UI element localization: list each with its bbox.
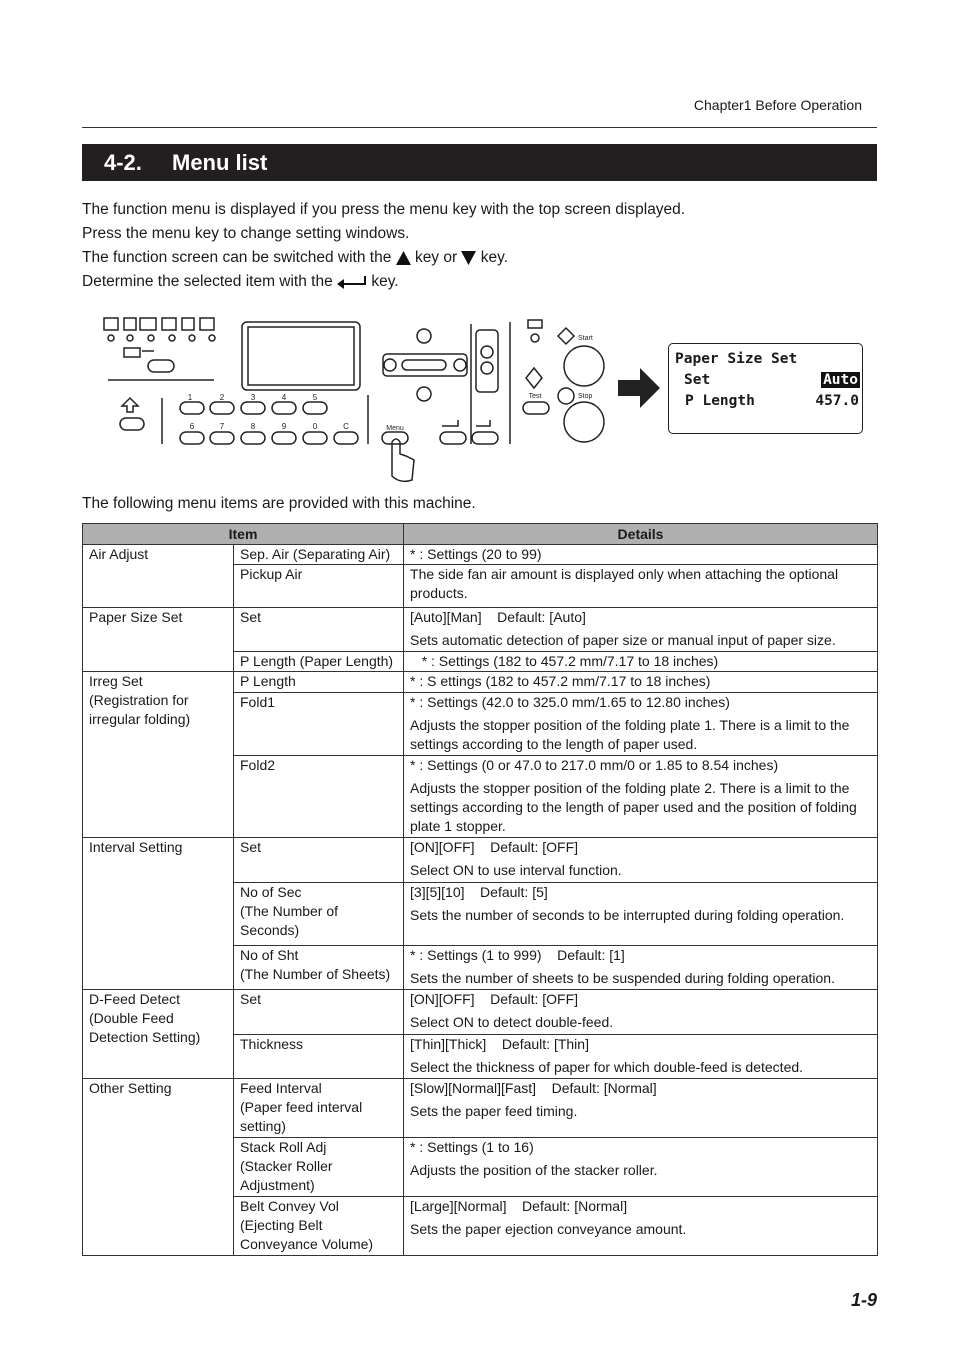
details-line-2: Sets the number of seconds to be interrupted during folding operation. bbox=[410, 907, 845, 923]
subitem-cell: Set bbox=[234, 990, 404, 1035]
details-cell bbox=[404, 1138, 878, 1197]
details-line-1: * : Settings (1 to 999) Default: [1] bbox=[410, 947, 625, 963]
details-line-1: [Slow][Normal][Fast] Default: [Normal] bbox=[410, 1080, 657, 1096]
details-line-2: Sets automatic detection of paper size or manual input of paper size. bbox=[410, 632, 836, 648]
details-cell bbox=[404, 883, 878, 946]
subitem-cell: P Length (Paper Length) bbox=[234, 652, 404, 672]
key-5-label: 5 bbox=[312, 393, 318, 402]
down-arrow-key-icon bbox=[461, 251, 476, 265]
details-line-2: Adjusts the position of the stacker roller. bbox=[410, 1162, 658, 1178]
details-line-1: The side fan air amount is displayed only when attaching the optional products. bbox=[410, 566, 842, 601]
start-key-label: Start bbox=[578, 335, 593, 342]
details-line-1: * : S ettings (182 to 457.2 mm/7.17 to 18 inches) bbox=[410, 673, 711, 689]
subitem-cell: Feed Interval (Paper feed interval setting) bbox=[234, 1079, 404, 1138]
item-cell: Irreg Set (Registration for irregular folding) bbox=[83, 672, 234, 838]
control-panel-illustration bbox=[100, 310, 620, 485]
stop-key bbox=[564, 402, 604, 442]
details-cell bbox=[404, 652, 878, 672]
start-key bbox=[564, 346, 604, 386]
details-cell bbox=[404, 990, 878, 1035]
key-9-label: 9 bbox=[281, 422, 287, 431]
lcd-line-2-value: Auto bbox=[823, 372, 858, 388]
table-header-item: Item bbox=[83, 524, 404, 545]
details-line-2: Sets the paper feed timing. bbox=[410, 1103, 578, 1119]
subitem-cell: Thickness bbox=[234, 1035, 404, 1079]
intro-line-1: The function menu is displayed if you press the menu key with the top screen displayed. bbox=[82, 201, 686, 218]
key-0-label: 0 bbox=[312, 422, 318, 431]
menu-list-table bbox=[82, 523, 878, 1256]
table-row bbox=[83, 672, 878, 693]
intro-line-3c: key. bbox=[480, 249, 509, 266]
item-cell: Paper Size Set bbox=[83, 608, 234, 672]
table-row bbox=[83, 838, 878, 883]
details-cell bbox=[404, 672, 878, 693]
key-2-label: 2 bbox=[219, 393, 225, 402]
details-line-2: Select ON to detect double-feed. bbox=[410, 1014, 614, 1030]
table-row bbox=[83, 1079, 878, 1138]
intro-line-3a: The function screen can be switched with the bbox=[82, 249, 392, 266]
details-line-1: * : Settings (0 or 47.0 to 217.0 mm/0 or 1.85 to 8.54 inches) bbox=[410, 757, 779, 773]
key-6-label: 6 bbox=[189, 422, 195, 431]
chapter-header: Chapter1 Before Operation bbox=[693, 97, 862, 113]
item-cell: Other Setting bbox=[83, 1079, 234, 1256]
subitem-cell: Set bbox=[234, 838, 404, 883]
lcd-line-1: Paper Size Set bbox=[675, 351, 798, 367]
details-line-1: [ON][OFF] Default: [OFF] bbox=[410, 839, 579, 855]
panel-display bbox=[242, 322, 360, 390]
lcd-line-2-label: Set bbox=[684, 372, 711, 388]
details-cell bbox=[404, 545, 878, 565]
table-row bbox=[83, 990, 878, 1035]
details-line-1: [3][5][10] Default: [5] bbox=[410, 884, 548, 900]
details-line-1: * : Settings (42.0 to 325.0 mm/1.65 to 12.80 inches) bbox=[410, 694, 730, 710]
details-cell bbox=[404, 946, 878, 990]
subitem-cell: Stack Roll Adj (Stacker Roller Adjustment) bbox=[234, 1138, 404, 1197]
details-line-1: [Thin][Thick] Default: [Thin] bbox=[410, 1036, 589, 1052]
lcd-line-3-label: P Length bbox=[685, 393, 755, 409]
stop-key-label: Stop bbox=[578, 393, 593, 400]
details-line-2: Adjusts the stopper position of the folding plate 2. There is a limit to the settings according to the length of paper used and the position of folding plate 1 stopper. bbox=[410, 780, 857, 834]
details-cell bbox=[404, 756, 878, 838]
details-cell bbox=[404, 1079, 878, 1138]
intro-line-2: Press the menu key to change setting windows. bbox=[82, 225, 410, 242]
key-1-label: 1 bbox=[187, 393, 193, 402]
header-rule bbox=[82, 127, 877, 128]
details-line-2: Select the thickness of paper for which double-feed is detected. bbox=[410, 1059, 804, 1075]
subitem-cell: Pickup Air bbox=[234, 565, 404, 608]
item-cell: Air Adjust bbox=[83, 545, 234, 608]
table-row bbox=[83, 608, 878, 652]
intro-text bbox=[82, 198, 685, 294]
details-cell bbox=[404, 1197, 878, 1256]
right-arrow-icon bbox=[618, 368, 662, 408]
intro-line-4b: key. bbox=[371, 273, 399, 290]
key-c-label: C bbox=[343, 422, 349, 431]
fold-type-icons bbox=[104, 318, 214, 330]
menu-key-label: Menu bbox=[386, 425, 404, 432]
intro-line-3b: key or bbox=[414, 249, 458, 266]
numeric-keypad bbox=[180, 402, 358, 444]
subitem-cell: No of Sec (The Number of Seconds) bbox=[234, 883, 404, 946]
pointing-hand-icon bbox=[392, 439, 414, 481]
subitem-cell: Fold2 bbox=[234, 756, 404, 838]
details-cell bbox=[404, 1035, 878, 1079]
intro-line-3 bbox=[82, 246, 685, 270]
subitem-cell: Belt Convey Vol (Ejecting Belt Conveyance Volume) bbox=[234, 1197, 404, 1256]
subitem-cell: Set bbox=[234, 608, 404, 652]
page-number: 1-9 bbox=[850, 1290, 877, 1310]
key-3-label: 3 bbox=[250, 393, 256, 402]
subitem-cell: No of Sht (The Number of Sheets) bbox=[234, 946, 404, 990]
intro-line-4a: Determine the selected item with the bbox=[82, 273, 333, 290]
details-cell bbox=[404, 565, 878, 608]
section-number: 4-2. bbox=[104, 150, 142, 175]
details-line-1: [Auto][Man] Default: [Auto] bbox=[410, 609, 586, 625]
lcd-screen bbox=[668, 343, 863, 434]
key-8-label: 8 bbox=[250, 422, 256, 431]
intro-line-4 bbox=[82, 270, 685, 294]
details-cell bbox=[404, 693, 878, 756]
up-arrow-key-icon bbox=[396, 251, 411, 265]
item-cell: Interval Setting bbox=[83, 838, 234, 990]
details-line-2: Sets the paper ejection conveyance amount. bbox=[410, 1221, 687, 1237]
fold-indicator-leds bbox=[108, 335, 215, 341]
subitem-cell: Sep. Air (Separating Air) bbox=[234, 545, 404, 565]
menu-key bbox=[382, 432, 408, 444]
details-line-1: * : Settings (182 to 457.2 mm/7.17 to 18 inches) bbox=[410, 653, 719, 669]
menu-items-intro: The following menu items are provided with this machine. bbox=[82, 495, 476, 512]
test-key-label: Test bbox=[528, 393, 542, 400]
details-line-1: [ON][OFF] Default: [OFF] bbox=[410, 991, 579, 1007]
details-line-2: Adjusts the stopper position of the folding plate 1. There is a limit to the settings according to the length of paper used. bbox=[410, 717, 850, 752]
lcd-line-3-value: 457.0 bbox=[815, 393, 859, 409]
key-4-label: 4 bbox=[281, 393, 287, 402]
section-title: Menu list bbox=[172, 150, 268, 175]
details-line-1: * : Settings (20 to 99) bbox=[410, 546, 542, 562]
details-line-2: Select ON to use interval function. bbox=[410, 862, 622, 878]
details-line-1: [Large][Normal] Default: [Normal] bbox=[410, 1198, 628, 1214]
details-line-2: Sets the number of sheets to be suspended during folding operation. bbox=[410, 970, 835, 986]
subitem-cell: Fold1 bbox=[234, 693, 404, 756]
enter-key-icon bbox=[337, 275, 367, 289]
section-title-bar bbox=[82, 144, 877, 181]
subitem-cell: P Length bbox=[234, 672, 404, 693]
table-header-details: Details bbox=[404, 524, 878, 545]
key-7-label: 7 bbox=[219, 422, 225, 431]
table-row bbox=[83, 545, 878, 565]
item-cell: D-Feed Detect (Double Feed Detection Setting) bbox=[83, 990, 234, 1079]
details-cell bbox=[404, 608, 878, 652]
details-cell bbox=[404, 838, 878, 883]
details-line-1: * : Settings (1 to 16) bbox=[410, 1139, 534, 1155]
